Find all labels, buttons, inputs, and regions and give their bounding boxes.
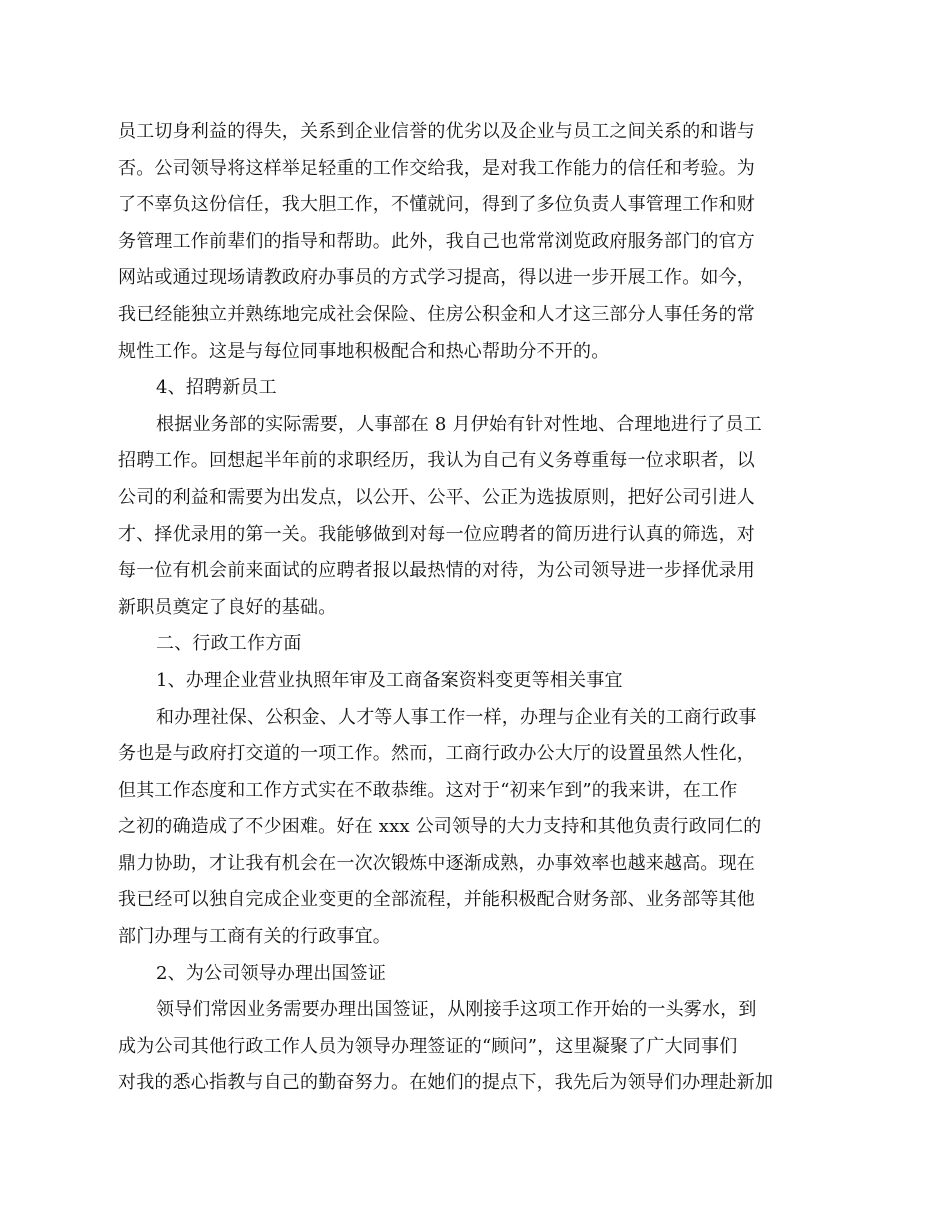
text-line: 了不辜负这份信任，我大胆工作，不懂就问，得到了多位负责人事管理工作和财 <box>118 194 755 216</box>
text-line: 招聘工作。回想起半年前的求职经历，我认为自己有义务尊重每一位求职者，以 <box>118 450 755 472</box>
document-body <box>118 114 808 1102</box>
text-line: 对我的悉心指教与自己的勤奋努力。在她们的提点下，我先后为领导们办理赴新加 <box>118 1072 774 1094</box>
text-line: 二、行政工作方面 <box>156 633 302 655</box>
text-line: 新职员奠定了良好的基础。 <box>118 596 337 618</box>
text-line: 规性工作。这是与每位同事地积极配合和热心帮助分不开的。 <box>118 340 610 362</box>
text-line: 我已经能独立并熟练地完成社会保险、住房公积金和人才这三部分人事任务的常 <box>118 303 755 325</box>
text-line: 务也是与政府打交道的一项工作。然而，工商行政办公大厅的设置虽然人性化， <box>118 743 755 765</box>
text-line: 公司的利益和需要为出发点，以公开、公平、公正为选拔原则，把好公司引进人 <box>118 486 755 508</box>
text-line: 和办理社保、公积金、人才等人事工作一样，办理与企业有关的工商行政事 <box>156 706 757 728</box>
text-line: 网站或通过现场请教政府办事员的方式学习提高，得以进一步开展工作。如今， <box>118 267 755 289</box>
text-line: 否。公司领导将这样举足轻重的工作交给我，是对我工作能力的信任和考验。为 <box>118 157 755 179</box>
text-line: 2、为公司领导办理出国签证 <box>156 962 387 984</box>
text-line: 部门办理与工商有关的行政事宜。 <box>118 926 391 948</box>
text-line: 之初的确造成了不少困难。好在 xxx 公司领导的大力支持和其他负责行政同仁的 <box>118 816 762 838</box>
text-line: 每一位有机会前来面试的应聘者报以最热情的对待，为公司领导进一步择优录用 <box>118 560 755 582</box>
text-line: 鼎力协助，才让我有机会在一次次锻炼中逐渐成熟，办事效率也越来越高。现在 <box>118 852 755 874</box>
text-line: 员工切身利益的得失，关系到企业信誉的优劣以及企业与员工之间关系的和谐与 <box>118 121 755 142</box>
text-line: 4、招聘新员工 <box>156 377 277 399</box>
text-line: 才、择优录用的第一关。我能够做到对每一位应聘者的简历进行认真的筛选，对 <box>118 523 755 545</box>
text-line: 领导们常因业务需要办理出国签证，从刚接手这项工作开始的一头雾水，到 <box>156 999 757 1021</box>
text-line: 务管理工作前辈们的指导和帮助。此外，我自己也常常浏览政府服务部门的官方 <box>118 230 755 252</box>
text-line: 成为公司其他行政工作人员为领导办理签证的“顾问”，这里凝聚了广大同事们 <box>118 1035 738 1057</box>
text-line: 1、办理企业营业执照年审及工商备案资料变更等相关事宜 <box>156 669 623 691</box>
text-line: 根据业务部的实际需要，人事部在 8 月伊始有针对性地、合理地进行了员工 <box>156 413 762 435</box>
text-line: 但其工作态度和工作方式实在不敢恭维。这对于“初来乍到”的我来讲，在工作 <box>118 779 738 801</box>
text-line: 我已经可以独自完成企业变更的全部流程，并能积极配合财务部、业务部等其他 <box>118 889 755 911</box>
